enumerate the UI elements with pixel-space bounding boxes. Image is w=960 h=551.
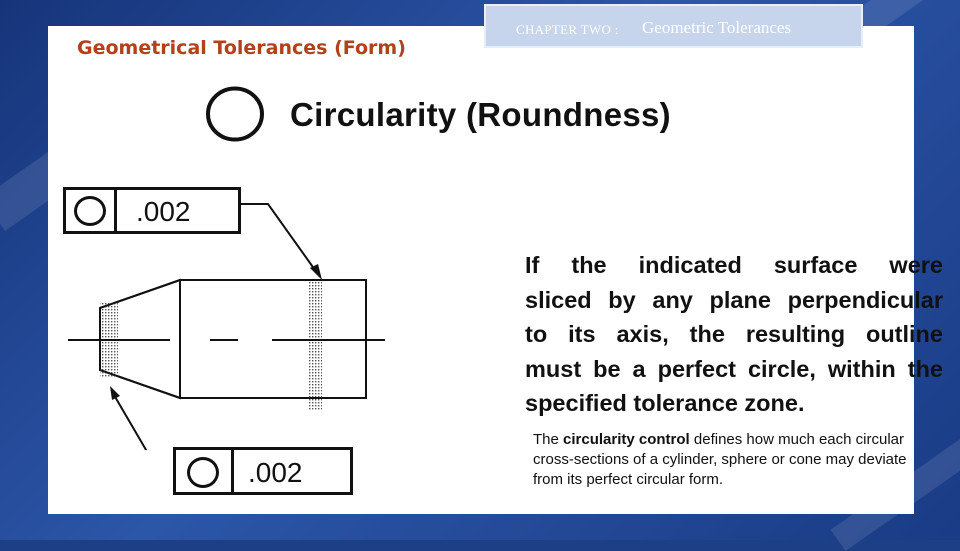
tolerance-value: .002 <box>136 196 191 227</box>
note-prefix: The <box>533 431 564 448</box>
description-line: If the indicated surface were <box>525 252 943 278</box>
circularity-symbol-icon <box>187 457 219 488</box>
feature-control-frame-bottom <box>173 447 353 495</box>
part-drawing <box>60 180 390 450</box>
figure-title: Circularity (Roundness) <box>290 96 671 133</box>
slide-heading: Geometrical Tolerances (Form) <box>77 37 406 59</box>
explanation-note <box>533 430 913 490</box>
chapter-banner <box>484 4 863 48</box>
circularity-symbol-icon <box>205 85 265 143</box>
chapter-title: Geometric Tolerances <box>642 18 792 37</box>
description-text <box>525 248 943 421</box>
note-keyword: circularity control <box>563 431 690 448</box>
note-body: defines how much each circular cross-sections of a cylinder, sphere or cone may deviate from its perfect circular form. <box>533 431 907 488</box>
description-line: to its axis, the resulting outline <box>525 321 943 347</box>
description-line: sliced by any plane perpendicular <box>525 286 943 313</box>
description-line: specified tolerance zone. <box>525 390 805 416</box>
chapter-prefix: CHAPTER TWO : <box>516 22 619 37</box>
description-line: must be a perfect circle, within the <box>525 355 943 382</box>
tolerance-value: .002 <box>248 457 303 488</box>
